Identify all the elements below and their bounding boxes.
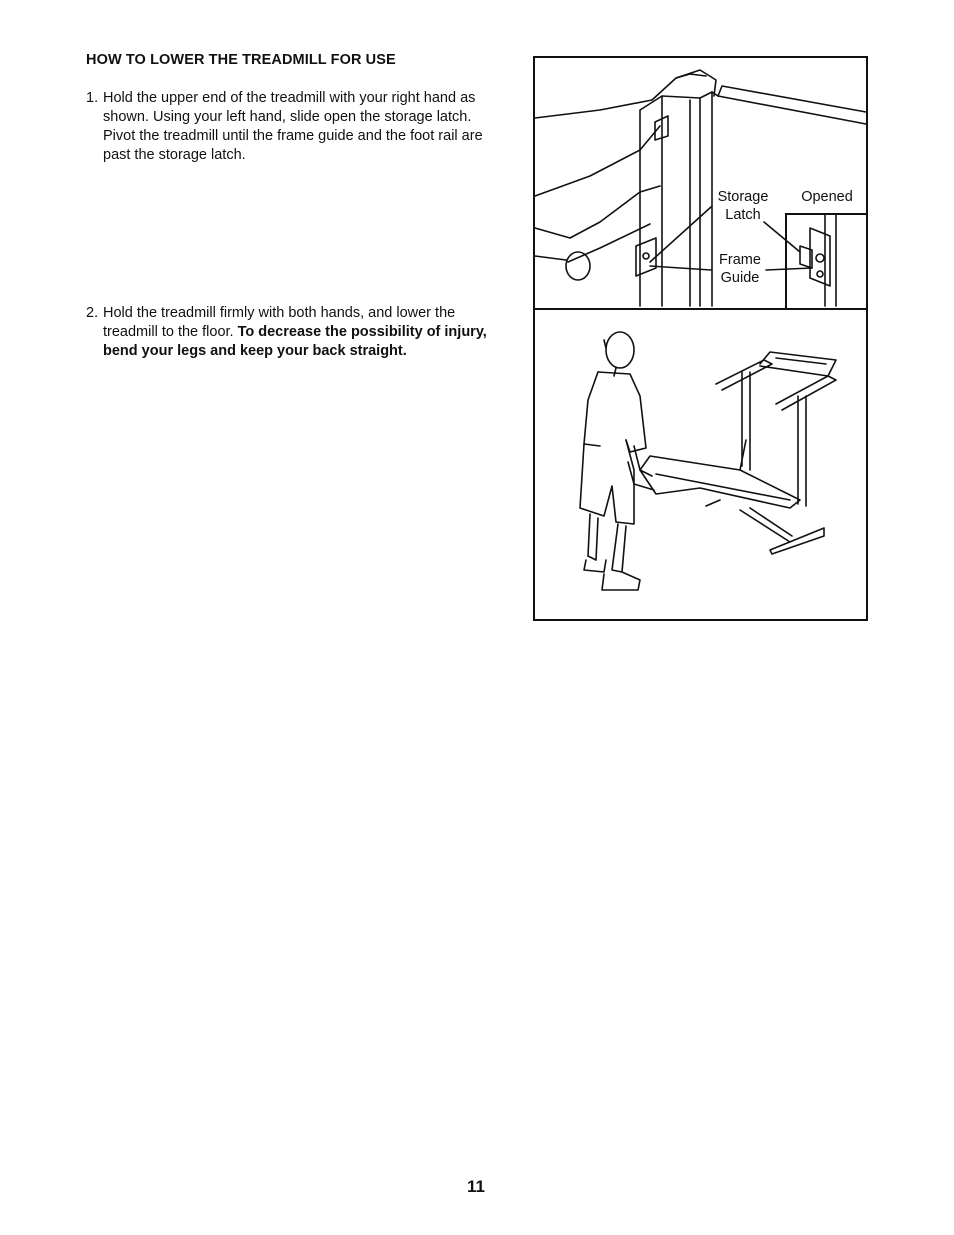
page-number: 11 bbox=[467, 1177, 485, 1196]
section-heading: HOW TO LOWER THE TREADMILL FOR USE bbox=[86, 52, 396, 68]
step-number: 1. bbox=[86, 90, 99, 106]
storage-latch-label: Storage Latch bbox=[717, 189, 769, 223]
step-warning: To decrease the possibility of injury, bend your legs and keep your back straight. bbox=[103, 324, 487, 359]
latch-opened-detail bbox=[764, 214, 836, 306]
frame-guide-label: Frame Guide bbox=[719, 252, 761, 286]
opened-label: Opened bbox=[801, 189, 853, 205]
step-text: Hold the treadmill firmly with both hands, and lower the treadmill to the floor. bbox=[103, 305, 456, 340]
step-number: 2. bbox=[86, 305, 99, 321]
step-text: Hold the upper end of the treadmill with your right hand as shown. Using your left hand, slide open the storage latch. Pivot the treadmill until the frame guide and the foot rail are past the storage latch. bbox=[103, 90, 483, 163]
person-lowering-treadmill-drawing bbox=[580, 332, 836, 590]
